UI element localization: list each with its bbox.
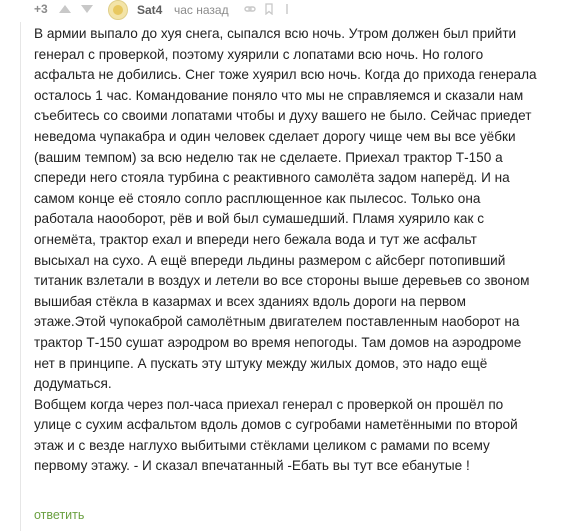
avatar[interactable] xyxy=(108,0,128,20)
comment-line: высыхал на сухо. А ещё впереди льдины размером с айсберг потопивший xyxy=(34,252,506,268)
vote-up-icon[interactable] xyxy=(58,4,72,14)
link-icon[interactable] xyxy=(244,3,256,15)
more-icon[interactable] xyxy=(281,3,293,15)
comment-line: осталось 1 час. Командование поняло что мы не справляемся и сказали нам xyxy=(34,87,524,103)
comment-line: улице с сухим асфальтом вдоль домов с сугробами наметёнными по второй xyxy=(34,417,518,433)
comment-line: Вобщем когда через пол-часа приехал генерал с проверкой он прошёл по xyxy=(34,396,504,412)
bookmark-icon[interactable] xyxy=(263,3,275,15)
comment-line: работала наооборот, рёв и вой был сумашедший. Пламя хуярило как с xyxy=(34,211,484,227)
comment-header xyxy=(0,0,570,20)
reply-link[interactable]: ответить xyxy=(34,508,85,522)
comment-rating: +3 xyxy=(34,2,48,16)
comment-line: спереди него стояла турбина с реактивного самолёта задом наперёд. И на xyxy=(34,170,510,186)
thread-line xyxy=(20,22,21,531)
comment-line: В армии выпало до хуя снега, сыпался всю ночь. Утром должен был прийти xyxy=(34,26,517,41)
comment-body xyxy=(34,24,554,477)
comment-line: трактор Т-150 сушат аэродром во время непогоды. Там домов на аэродроме xyxy=(34,334,522,350)
comment-line: генерал с проверкой, поэтому хуярили с лопатами всю ночь. Но голого xyxy=(34,46,484,62)
vote-down-icon[interactable] xyxy=(80,4,94,14)
comment-author[interactable]: Sat4 xyxy=(137,3,163,17)
comment-line: (вашим темпом) за всю неделю так не сделаете. Приехал трактор Т-150 а xyxy=(34,149,503,165)
comment-line: огнемёта, трактор ехал и впереди него бежала вода и тут же асфальт xyxy=(34,231,477,247)
comment-line: титаник взлетали в воздух и летели во все стороны выше деревьев со звоном xyxy=(34,273,530,289)
comment-line: съебитесь со своими лопатами чтобы и духу вашего не было. Сейчас приедет xyxy=(34,108,532,124)
comment-line: этаж и с везде наглухо выбитыми стёклами целиком с рамами по всему xyxy=(34,437,490,453)
comment-line: асфальта не добились. Снег тоже хуярил всю ночь. Когда до прихода генерала xyxy=(34,67,537,83)
comment-line: неведома чупакабра и один человек сделает дорогу чище чем вы все уёбки xyxy=(34,128,516,144)
comment-line: первому этажу. - И сказал впечатанный -Ебать вы тут все ебанутые ! xyxy=(34,458,470,474)
comment-line: вышибая стёкла в казармах и всех зданиях вдоль дороги на первом xyxy=(34,293,466,309)
comment-line: нет в принципе. А пускать эту штуку между жилых домов, это надо ещё xyxy=(34,355,488,371)
comment-line: самом конце её стояло сопло расплющенное как пылесос. Только она xyxy=(34,190,481,206)
comment-line: этаже.Этой чупокаброй самолётным двигателем поставленным наоборот на xyxy=(34,314,520,330)
comment-time[interactable]: час назад xyxy=(174,3,229,17)
comment-line: додуматься. xyxy=(34,376,112,392)
